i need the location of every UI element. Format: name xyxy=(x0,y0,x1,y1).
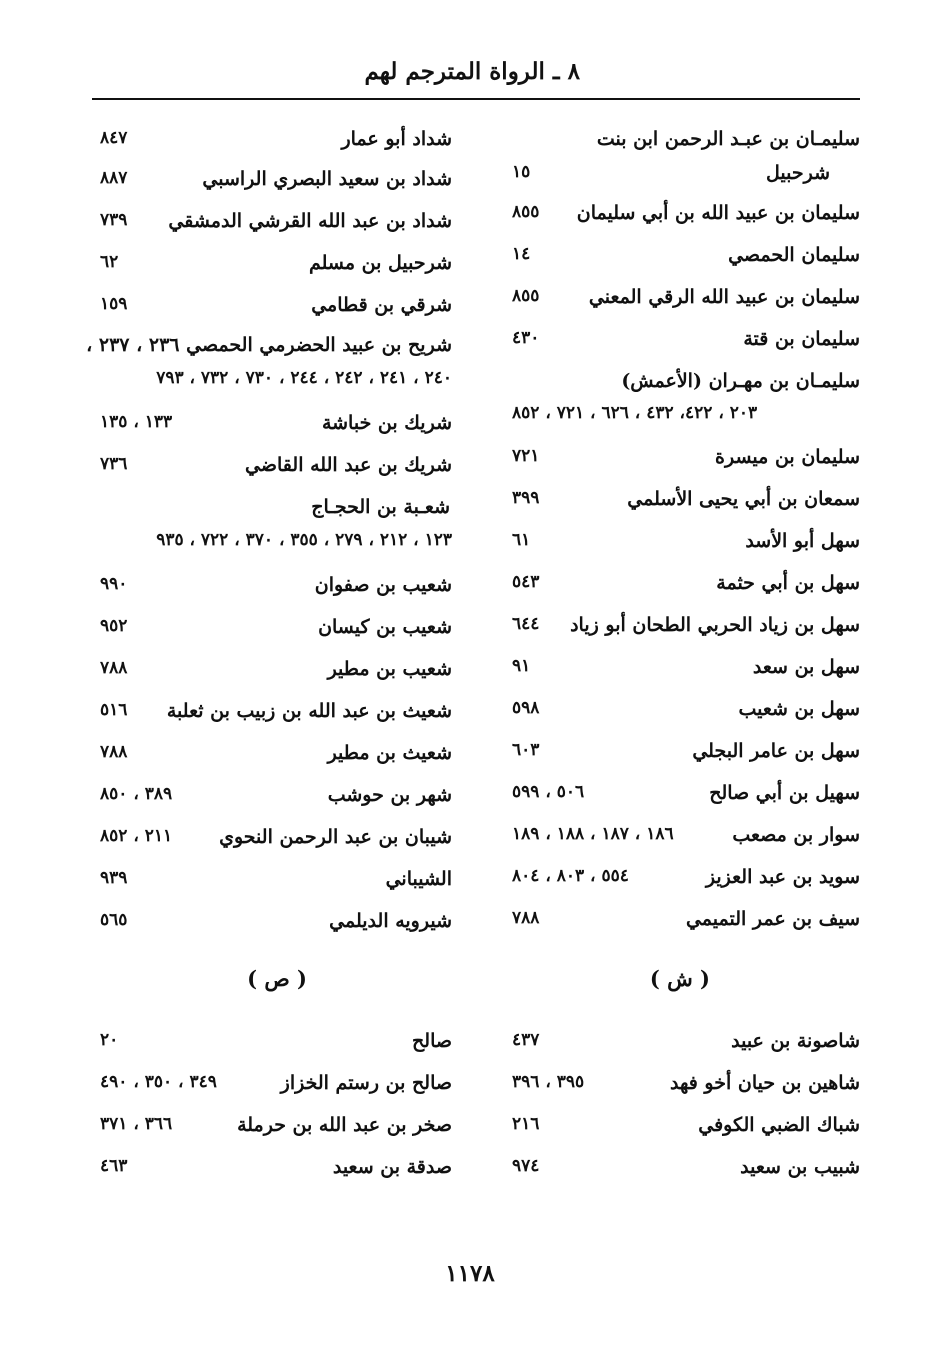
index-entry xyxy=(512,328,860,368)
entry-name: شبيب بن سعيد xyxy=(740,1156,860,1178)
index-entry xyxy=(512,162,860,202)
entry-name: شرحبيل xyxy=(765,162,830,184)
page-number: ١١٧٨ xyxy=(445,1260,495,1287)
entry-pages: ٧٨٨ xyxy=(100,658,128,678)
entry-name: سليمان الحمصي xyxy=(728,244,860,266)
index-entry xyxy=(100,294,452,334)
entry-name: سليمـان بن عبـد الرحمن ابن بنت xyxy=(596,128,860,150)
entry-pages: ٥٩٨ xyxy=(512,698,540,718)
entry-name: شريك بن خباشة xyxy=(321,412,452,434)
entry-pages: ٨٥٥ xyxy=(512,286,540,306)
index-entry xyxy=(512,824,860,864)
entry-name: شهر بن حوشب xyxy=(327,784,452,806)
entry-name: سليمان بن ميسرة xyxy=(715,446,860,468)
entry-pages: ٣٩٩ xyxy=(512,488,540,508)
entry-name: شداد بن عبد الله القرشي الدمشقي xyxy=(168,210,452,232)
index-entry-continuation xyxy=(100,530,452,570)
entry-name: سوار بن مصعب xyxy=(732,824,860,846)
entry-name: سهل أبو الأسد xyxy=(745,530,860,552)
entry-pages: ٨٤٧ xyxy=(100,128,128,148)
entry-pages: ٧٨٨ xyxy=(100,742,128,762)
entry-name: صدقة بن سعيد xyxy=(332,1156,452,1178)
entry-name: سيف بن عمر التميمي xyxy=(685,908,860,930)
index-entry xyxy=(512,614,860,654)
entry-pages: ١٢٣ ، ٢١٢ ، ٢٧٩ ، ٣٥٥ ، ٣٧٠ ، ٧٢٢ ، ٩٣٥ xyxy=(156,530,452,550)
index-entry xyxy=(100,252,452,292)
index-entry xyxy=(512,866,860,906)
index-entry xyxy=(512,244,860,284)
entry-name: سمعان بن أبي يحيى الأسلمي xyxy=(627,488,860,510)
entry-name: شعـبة بن الحجـاج xyxy=(311,496,450,518)
entry-pages: ٧٢١ xyxy=(512,446,540,466)
entry-name: سليمان بن قتة xyxy=(743,328,860,350)
index-entry xyxy=(100,412,452,452)
index-entry xyxy=(512,1156,860,1196)
index-entry xyxy=(512,1114,860,1154)
index-entry xyxy=(100,784,452,824)
entry-pages: ٩٧٤ xyxy=(512,1156,540,1176)
entry-pages: ٧٣٩ xyxy=(100,210,128,230)
running-header xyxy=(92,58,860,100)
index-entry xyxy=(100,658,452,698)
entry-name: شيرويه الديلمي xyxy=(329,910,452,932)
entry-pages: ٧٣٦ xyxy=(100,454,128,474)
index-entry xyxy=(100,574,452,614)
entry-name: شاهين بن حيان أخو فهد xyxy=(669,1072,860,1094)
entry-name: سليمان بن عبيد الله الرقي المعني xyxy=(588,286,860,308)
section-heading-shin: ( ش ) xyxy=(649,966,710,991)
index-entry xyxy=(512,1072,860,1112)
index-entry xyxy=(100,868,452,908)
entry-pages: ٨٨٧ xyxy=(100,168,128,188)
entry-name: شعيب بن كيسان xyxy=(318,616,452,638)
entry-name: شريك بن عبد الله القاضي xyxy=(245,454,452,476)
entry-name: سهل بن زياد الحربي الطحان أبو زياد xyxy=(570,614,860,636)
index-entry xyxy=(512,286,860,326)
entry-pages: ٨٥٥ xyxy=(512,202,540,222)
entry-pages: ٣٦٦ ، ٣٧١ xyxy=(100,1114,173,1134)
entry-pages: ٥٤٣ xyxy=(512,572,540,592)
index-entry xyxy=(100,910,452,950)
index-entry xyxy=(100,742,452,782)
index-entry-continuation xyxy=(100,368,452,408)
entry-pages: ٩١ xyxy=(512,656,531,676)
entry-pages: ٢٠٣ ، ٤٢٢، ٤٣٢ ، ٦٢٦ ، ٧٢١ ، ٨٥٢ xyxy=(512,403,758,423)
entry-name: سهل بن سعد xyxy=(752,656,860,678)
entry-name: شداد بن سعيد البصري الراسبي xyxy=(202,168,452,190)
index-entry xyxy=(512,740,860,780)
index-entry xyxy=(512,530,860,570)
entry-name: شيبان بن عبد الرحمن النحوي xyxy=(219,826,452,848)
entry-name: صالح بن رستم الخزاز xyxy=(280,1072,452,1094)
entry-pages: ٥١٦ xyxy=(100,700,128,720)
entry-name: شداد أبو عمار xyxy=(341,128,452,150)
entry-name: شعيث بن مطير xyxy=(327,742,452,764)
header-title: ٨ ـ الرواة المترجم لهم xyxy=(364,58,580,85)
index-entry xyxy=(100,454,452,494)
index-entry xyxy=(512,202,860,242)
entry-pages: ٤٦٣ xyxy=(100,1156,128,1176)
index-entry xyxy=(100,616,452,656)
entry-pages: ٦٢ xyxy=(100,252,119,272)
entry-pages: ٩٩٠ xyxy=(100,574,128,594)
section-heading-sad: ( ص ) xyxy=(247,966,307,991)
entry-pages: ٢١١ ، ٨٥٢ xyxy=(100,826,173,846)
index-entry xyxy=(512,1030,860,1070)
entry-pages: ٥٦٥ xyxy=(100,910,128,930)
index-entry xyxy=(100,700,452,740)
index-entry xyxy=(512,446,860,486)
entry-name: شاصونة بن عبيد xyxy=(731,1030,860,1052)
entry-pages: ٣٨٩ ، ٨٥٠ xyxy=(100,784,173,804)
entry-name: سهل بن أبي حثمة xyxy=(716,572,860,594)
entry-name: سويد بن عبد العزيز xyxy=(705,866,860,888)
entry-name: شرقي بن قطامي xyxy=(311,294,452,316)
entry-name: الشيباني xyxy=(385,868,452,890)
entry-name: سليمـان بن مهـران (الأعمش) xyxy=(621,370,860,392)
entry-name: شرحبيل بن مسلم xyxy=(308,252,452,274)
entry-pages: ١٣٣ ، ١٣٥ xyxy=(100,412,173,432)
entry-pages: ٥٥٤ ، ٨٠٣ ، ٨٠٤ xyxy=(512,866,629,886)
index-entry xyxy=(512,488,860,528)
entry-pages: ٢١٦ xyxy=(512,1114,540,1134)
entry-pages: ٣٩٥ ، ٣٩٦ xyxy=(512,1072,585,1092)
entry-pages: ٢٠ xyxy=(100,1030,119,1050)
index-entry xyxy=(100,1114,452,1154)
index-entry xyxy=(100,826,452,866)
entry-pages: ١٤ xyxy=(512,244,531,264)
entry-pages: ٥٠٦ ، ٥٩٩ xyxy=(512,782,585,802)
entry-pages: ٦٤٤ xyxy=(512,614,540,634)
index-entry xyxy=(100,1030,452,1070)
index-entry xyxy=(512,782,860,822)
entry-pages: ١٥٩ xyxy=(100,294,128,314)
index-entry xyxy=(512,698,860,738)
entry-name: شباك الضبي الكوفي xyxy=(698,1114,860,1136)
entry-pages: ٦١ xyxy=(512,530,531,550)
index-entry xyxy=(100,1156,452,1196)
entry-name: سهل بن شعيب xyxy=(738,698,860,720)
entry-pages: ٢٤٠ ، ٢٤١ ، ٢٤٢ ، ٢٤٤ ، ٧٣٠ ، ٧٣٢ ، ٧٩٣ xyxy=(156,368,452,388)
index-entry xyxy=(512,908,860,948)
entry-name: شعيب بن مطير xyxy=(327,658,452,680)
entry-pages: ٤٣٠ xyxy=(512,328,540,348)
entry-name: سليمان بن عبيد الله بن أبي سليمان xyxy=(576,202,860,224)
entry-pages: ٩٣٩ xyxy=(100,868,128,888)
entry-pages: ٤٣٧ xyxy=(512,1030,540,1050)
entry-pages: ٦٠٣ xyxy=(512,740,540,760)
index-entry xyxy=(100,1072,452,1112)
index-entry xyxy=(512,572,860,612)
entry-pages: ١٥ xyxy=(512,162,531,182)
entry-pages: ٣٤٩ ، ٣٥٠ ، ٤٩٠ xyxy=(100,1072,217,1092)
entry-name: سهيل بن أبي صالح xyxy=(709,782,860,804)
entry-name: سهل بن عامر البجلي xyxy=(692,740,860,762)
entry-pages: ٩٥٢ xyxy=(100,616,128,636)
index-entry xyxy=(100,128,452,168)
index-entry xyxy=(512,656,860,696)
index-entry-continuation xyxy=(512,403,860,443)
entry-name: صخر بن عبد الله بن حرملة xyxy=(237,1114,452,1136)
entry-pages: ٧٨٨ xyxy=(512,908,540,928)
index-entry xyxy=(100,210,452,250)
entry-name: شعيب بن صفوان xyxy=(314,574,452,596)
entry-name: شريح بن عبيد الحضرمي الحمصي ٢٣٦ ، ٢٣٧ ، xyxy=(86,334,452,356)
index-entry xyxy=(100,168,452,208)
entry-name: شعيث بن عبد الله بن زبيب بن ثعلبة xyxy=(166,700,452,722)
entry-name: صالح xyxy=(412,1030,452,1052)
entry-pages: ١٨٦ ، ١٨٧ ، ١٨٨ ، ١٨٩ xyxy=(512,824,674,844)
